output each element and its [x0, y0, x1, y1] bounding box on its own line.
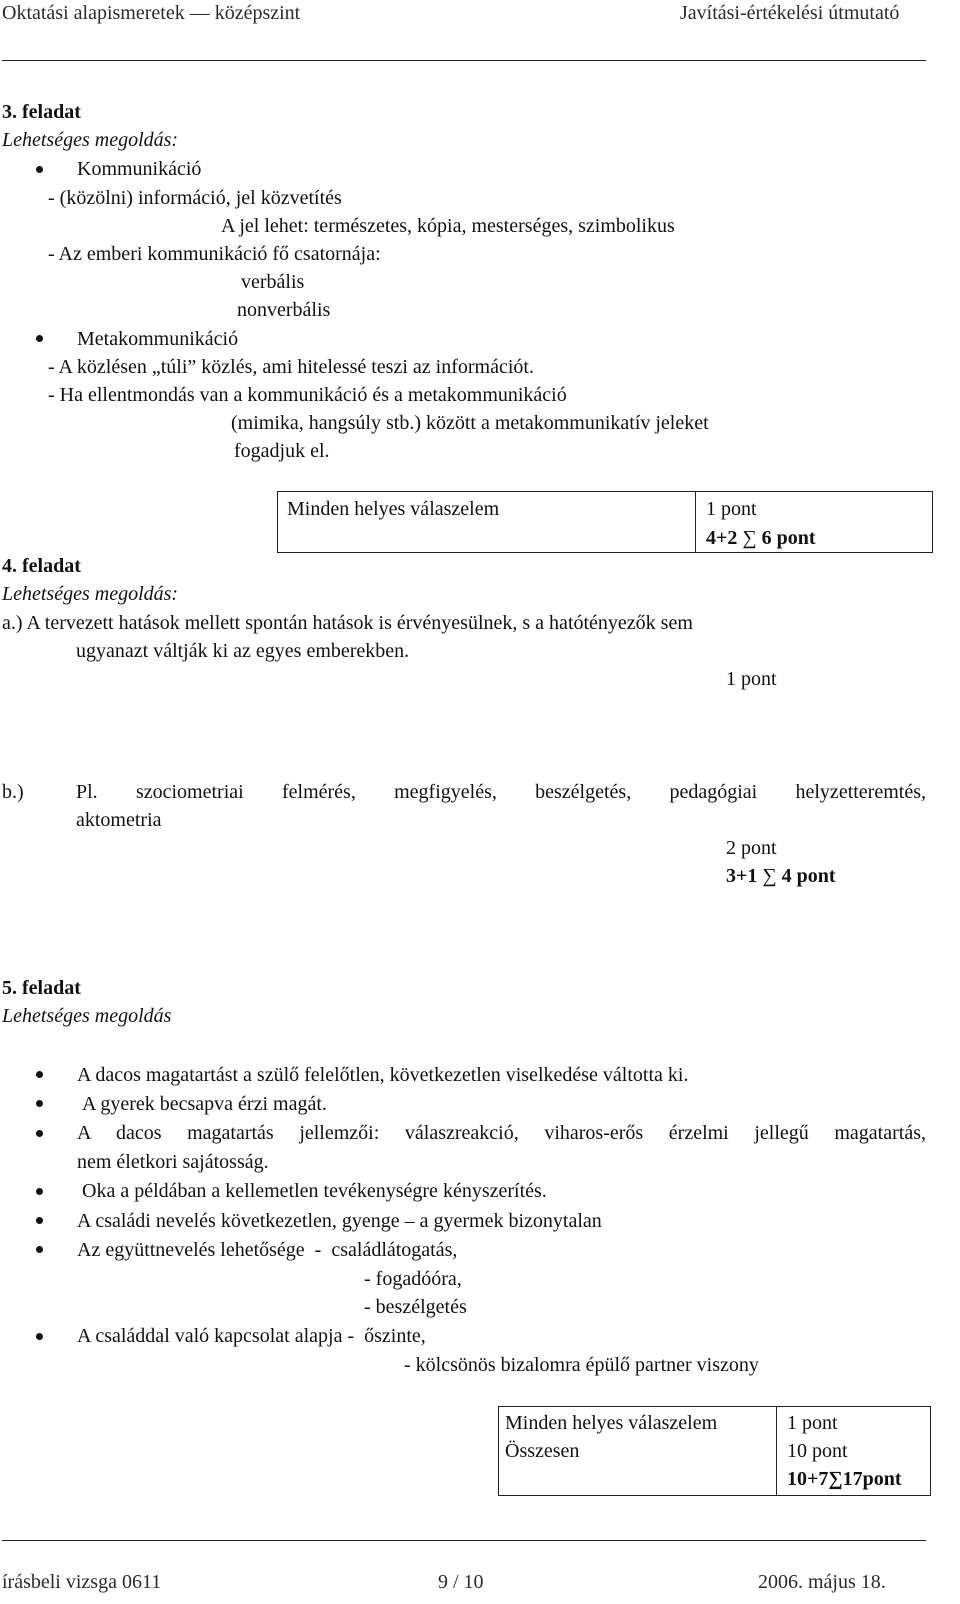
task3-title: 3. feladat — [2, 101, 81, 123]
task3-line: nonverbális — [237, 299, 331, 321]
task4-b-line: Pl. szociometriai felmérés, megfigyelés, beszélgetés, pedagógiai helyzetteremtés, — [76, 781, 926, 803]
task5-bullet: A családdal való kapcsolat alapja - őszinte, — [77, 1325, 426, 1347]
task3-line: - (közölni) információ, jel közvetítés — [48, 187, 342, 209]
header-right: Javítási-értékelési útmutató — [680, 2, 900, 24]
bullet-icon — [36, 1130, 43, 1137]
header-rule — [2, 60, 926, 61]
task3-line: - Ha ellentmondás van a kommunikáció és a metakommunikáció — [48, 384, 567, 406]
footer-rule — [2, 1540, 926, 1541]
sum-icon: ∑ — [742, 527, 757, 549]
task3-score-total: 4+2 ∑ 6 pont — [706, 527, 816, 549]
task5-bullet: A gyerek becsapva érzi magát. — [82, 1093, 327, 1115]
task5-title: 5. feladat — [2, 977, 81, 999]
task3-line: fogadjuk el. — [234, 440, 330, 462]
task3-subtitle: Lehetséges megoldás: — [2, 129, 179, 151]
footer-page-number: 9 / 10 — [438, 1571, 484, 1593]
task5-bullet: Az együttnevelés lehetősége - családlátogatás, — [77, 1239, 458, 1261]
score-box-divider — [776, 1406, 777, 1496]
task5-bullet-cont: - fogadóóra, — [364, 1268, 462, 1290]
footer-right: 2006. május 18. — [758, 1571, 886, 1593]
bullet-icon — [36, 166, 43, 173]
task4-subtitle: Lehetséges megoldás: — [2, 583, 179, 605]
task3-score-point: 1 pont — [706, 498, 757, 520]
task3-line: (mimika, hangsúly stb.) között a metakommunikatív jeleket — [231, 412, 709, 434]
task5-score-point: 1 pont — [787, 1412, 838, 1434]
score-box-divider — [695, 491, 696, 553]
header-left: Oktatási alapismeretek — középszint — [2, 2, 301, 24]
task3-score-label: Minden helyes válaszelem — [287, 498, 500, 520]
task5-bullet-cont: nem életkori sajátosság. — [77, 1151, 269, 1173]
task5-bullet: A dacos magatartást a szülő felelőtlen, következetlen viselkedése váltotta ki. — [77, 1064, 689, 1086]
bullet-icon — [36, 335, 43, 342]
task5-score-label: Minden helyes válaszelem — [505, 1412, 718, 1434]
task3-line: - A közlésen „túli” közlés, ami hitelessé teszi az információt. — [48, 356, 534, 378]
task5-bullet-cont: - beszélgetés — [364, 1296, 467, 1318]
sum-icon: ∑ — [762, 865, 777, 887]
task5-score-point: 10 pont — [787, 1440, 848, 1462]
task3-line: verbális — [241, 271, 305, 293]
task4-a-line: a.) A tervezett hatások mellett spontán hatások is érvényesülnek, s a hatótényezők sem — [2, 612, 693, 634]
task3-line: Metakommunikáció — [77, 328, 239, 350]
task5-bullet: A dacos magatartás jellemzői: válaszreakció, viharos-erős érzelmi jellegű magatartás, — [77, 1122, 926, 1144]
task4-a-line: ugyanazt váltják ki az egyes emberekben. — [76, 640, 410, 662]
bullet-icon — [36, 1071, 43, 1078]
task4-b-point: 2 pont — [726, 837, 777, 859]
bullet-icon — [36, 1333, 43, 1340]
task3-line: Kommunikáció — [77, 158, 202, 180]
task4-b-line: aktometria — [76, 809, 162, 831]
task5-bullet: A családi nevelés következetlen, gyenge – a gyermek bizonytalan — [77, 1210, 602, 1232]
footer-left: írásbeli vizsga 0611 — [2, 1571, 162, 1593]
task4-a-point: 1 pont — [726, 668, 777, 690]
task5-score-label: Összesen — [505, 1440, 580, 1462]
bullet-icon — [36, 1100, 43, 1107]
task5-score-total: 10+7∑17pont — [787, 1468, 902, 1490]
bullet-icon — [36, 1217, 43, 1224]
task5-bullet-cont: - kölcsönös bizalomra épülő partner viszony — [404, 1354, 759, 1376]
task5-bullet: Oka a példában a kellemetlen tevékenységre kényszerítés. — [82, 1180, 547, 1202]
task4-b-prefix: b.) — [2, 781, 24, 803]
task5-subtitle: Lehetséges megoldás — [2, 1005, 172, 1027]
bullet-icon — [36, 1246, 43, 1253]
task3-line: - Az emberi kommunikáció fő csatornája: — [48, 243, 381, 265]
bullet-icon — [36, 1188, 43, 1195]
task3-line: A jel lehet: természetes, kópia, mesterséges, szimbolikus — [221, 215, 675, 237]
task4-total: 3+1 ∑ 4 pont — [726, 865, 836, 887]
task4-title: 4. feladat — [2, 555, 81, 577]
